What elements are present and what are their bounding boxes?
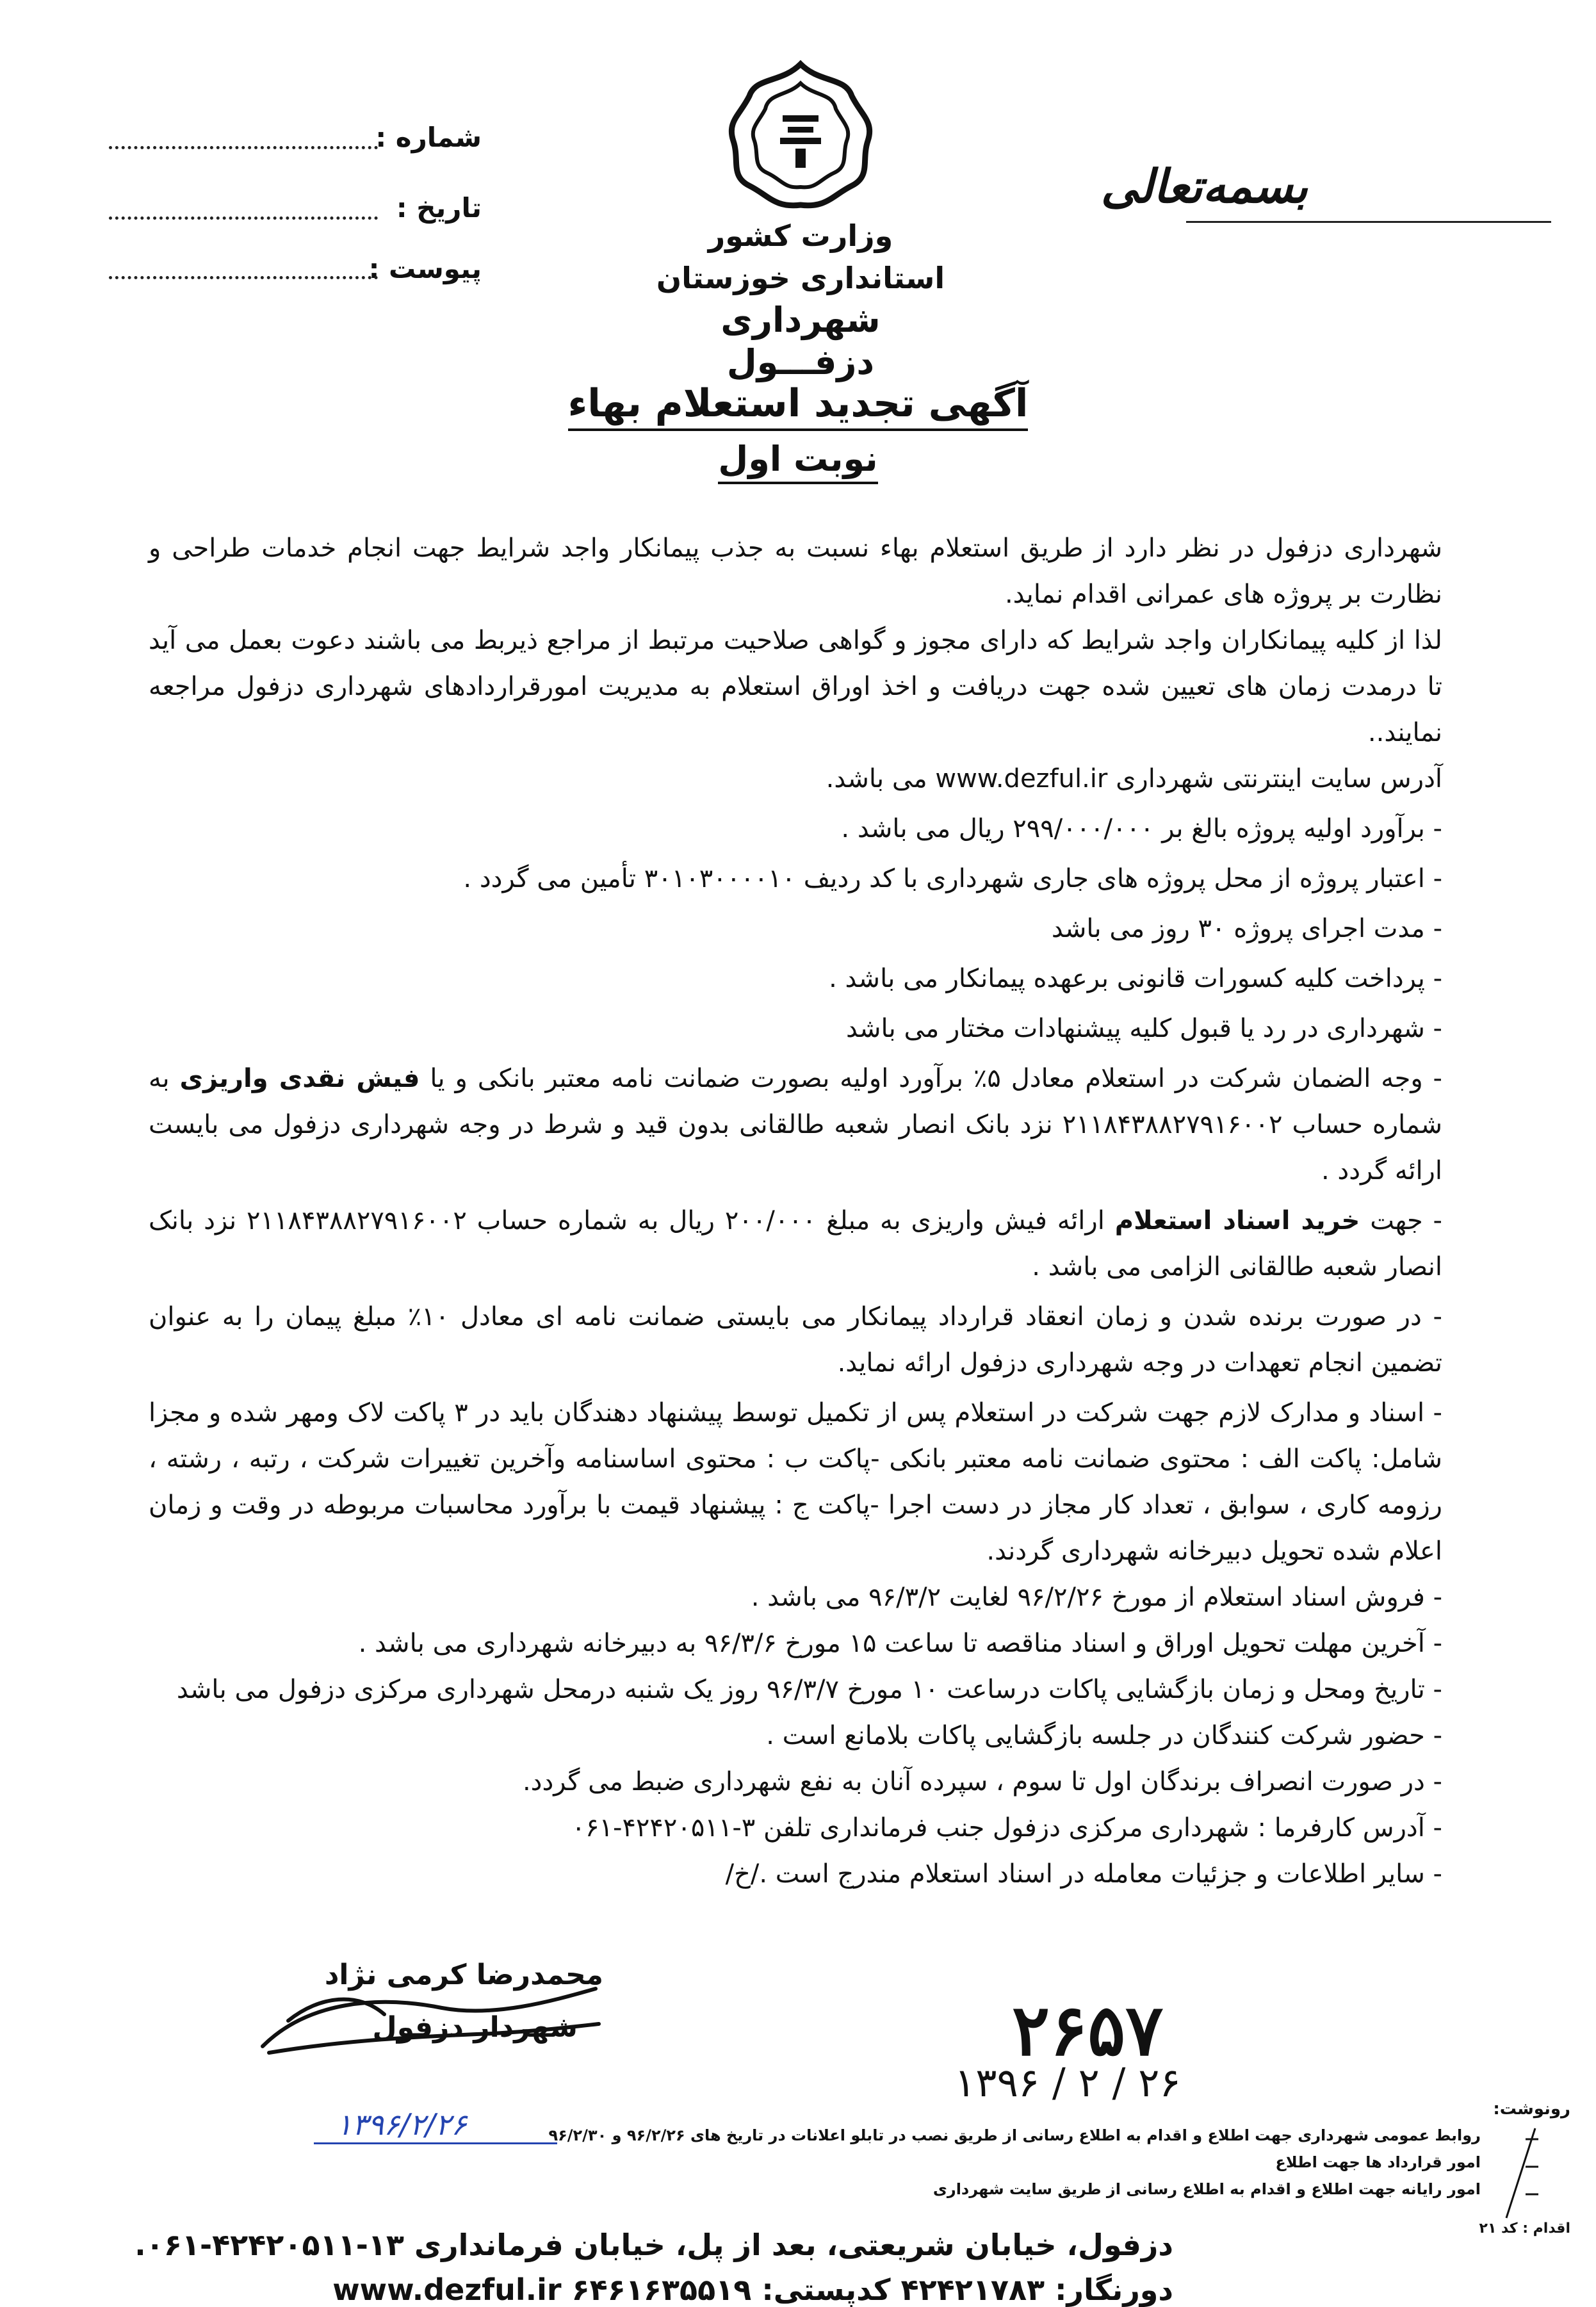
letter-number: ۲۶۵۷ (1012, 1989, 1164, 2071)
list-item: - آدرس کارفرما : شهرداری مرکزی دزفول جنب فرمانداری تلفن ۳-۴۲۴۲۰۵۱۱-۰۶۱ (571, 1813, 1442, 1843)
date-label: تاریخ : (396, 192, 482, 224)
intro-paragraph: شهرداری دزفول در نظر دارد از طریق استعلام بهاء نسبت به جذب پیمانکار واجد شرایط جهت انجام خدمات طراحی و نظارت بر پروژه های عمرانی اقدام نماید. (149, 534, 1442, 609)
handwritten-date: ۱۳۹۶ / ۲ / ۲۶ (954, 2059, 1181, 2106)
list-item: - اعتبار پروژه از محل پروژه های جاری شهرداری با کد ردیف ۳۰۱۰۳۰۰۰۰۱۰ تأمین می گردد . (463, 864, 1442, 893)
attachment-label: پیوست : (368, 253, 482, 284)
website-line: آدرس سایت اینترنتی شهرداری www.dezful.ir می باشد. (826, 764, 1442, 794)
basmala-underline (1186, 221, 1551, 223)
attachment-field-line (109, 272, 378, 279)
basmala-heading: بسمه‌تعالی (1100, 159, 1308, 213)
list-item: - پرداخت کلیه کسورات قانونی برعهده پیمانکار می باشد . (829, 964, 1442, 993)
invitation-paragraph: لذا از کلیه پیمانکاران واجد شرایط که دارای مجوز و گواهی صلاحیت مرتبط از مراجع ذیربط می باشند دعوت بعمل می آید تا درمدت زمان های تعیین شده جهت دریافت و اخذ اوراق استعلام به مدیریت امورقراردادهای شهرداری دزفول مراجعه نمایند.. (149, 626, 1442, 747)
purchase-docs-emphasis: خرید اسناد استعلام (1114, 1206, 1360, 1235)
list-item: - حضور شرکت کنندگان در جلسه بازگشایی پاکات بلامانع است . (766, 1721, 1442, 1750)
list-item: - سایر اطلاعات و جزئیات معامله در اسناد استعلام مندرج است ./خ/ (725, 1859, 1442, 1889)
list-item: - برآورد اولیه پروژه بالغ بر ۲۹۹/۰۰۰/۰۰۰ ریال می باشد . (841, 814, 1442, 844)
winner-paragraph: - در صورت برنده شدن و زمان انعقاد قرارداد پیمانکار می بایستی ضمانت نامه ای معادل ۱۰٪ مبلغ پیمان را به عنوان تضمین انجام تعهدات در وجه شهرداری دزفول ارائه نماید. (149, 1302, 1442, 1378)
province-name: استانداری خوزستان (656, 261, 945, 295)
cc-item: امور رایانه جهت اطلاع و اقدام به اطلاع رسانی از طریق سایت شهرداری (932, 2180, 1481, 2198)
organization-block (647, 215, 954, 384)
municipality-name: شهرداری دزفـــول (721, 300, 881, 382)
document-title: آگهی تجدید استعلام بهاء (0, 381, 1596, 426)
list-item: - مدت اجرای پروژه ۳۰ روز می باشد (1051, 914, 1442, 943)
municipality-logo-icon (724, 58, 877, 211)
stamp-line (314, 2142, 557, 2144)
footer-address: دزفول، خیابان شریعتی، بعد از پل، خیابان فرمانداری ۱۳-۴۲۴۲۰۵۱۱-۰۶۱. (134, 2228, 1173, 2262)
announcement-body (149, 525, 1442, 1897)
cc-title: رونوشت: (1493, 2099, 1570, 2119)
documents-paragraph: - اسناد و مدارک لازم جهت شرکت در استعلام پس از تکمیل توسط پیشنهاد دهندگان باید در ۳ پاکت لاک ومهر شده و مجزا شامل: پاکت الف : محتوی ضمانت نامه معتبر بانکی -پاکت ب : محتوی اساسنامه وآخرین تغییرات شرکت ، رتبه ، رشته ، رزومه کاری ، سوابق ، تعداد کار مجاز در دست اجرا -پاکت ج : پیشنهاد قیمت با برآورد محاسبات مربوطه در وقت و زمان اعلام شده تحویل دبیرخانه شهرداری گردند. (149, 1398, 1442, 1566)
date-field-line (109, 213, 378, 220)
footer-fax-postal: دورنگار: ۴۲۴۲۱۷۸۳ کدپستی: ۶۴۶۱۶۳۵۵۱۹ www.dezful.ir (332, 2272, 1173, 2307)
list-item: - تاریخ ومحل و زمان بازگشایی پاکات درساعت ۱۰ مورخ ۹۶/۳/۷ روز یک شنبه درمحل شهرداری مرکزی دزفول می باشد (176, 1675, 1442, 1704)
action-code: اقدام : کد ۲۱ (1479, 2221, 1570, 2237)
number-field-line (109, 142, 378, 149)
list-item: - فروش اسناد استعلام از مورخ ۹۶/۲/۲۶ لغایت ۹۶/۳/۲ می باشد . (751, 1583, 1442, 1612)
signer-name: محمدرضا کرمی نژاد (324, 1959, 603, 1991)
list-item: - در صورت انصراف برندگان اول تا سوم ، سپرده آنان به نفع شهرداری ضبط می گردد. (522, 1767, 1442, 1797)
stamp-date: ۱۳۹۶/۲/۲۶ (336, 2107, 467, 2142)
cc-item: امور قرارداد ها جهت اطلاع (1275, 2153, 1481, 2171)
list-item: - شهرداری در رد یا قبول کلیه پیشنهادات مختار می باشد (845, 1014, 1442, 1043)
guarantee-paragraph: - وجه الضمان شرکت در استعلام معادل ۵٪ برآورد اولیه بصورت ضمانت نامه معتبر بانکی و یا فیش نقدی واریزی به شماره حساب ۲۱۱۸۴۳۸۸۲۷۹۱۶۰۰۲ نزد بانک انصار شعبه طالقانی بدون قید و شرط در وجه شهرداری دزفول می بایست ارائه گردد . (149, 1064, 1442, 1186)
purchase-paragraph: - جهت خرید اسناد استعلام ارائه فیش واریزی به مبلغ ۲۰۰/۰۰۰ ریال به شماره حساب ۲۱۱۸۴۳۸۸۲۷۹۱۶۰۰۲ نزد بانک انصار شعبه طالقانی الزامی می باشد . (149, 1206, 1442, 1282)
signature-scribble-icon (250, 1976, 608, 2078)
signer-title: شهردار دزفول (372, 2011, 578, 2044)
list-item: - آخرین مهلت تحویل اوراق و اسناد مناقصه تا ساعت ۱۵ مورخ ۹۶/۳/۶ به دبیرخانه شهرداری می باشد . (358, 1629, 1442, 1658)
ministry-name: وزارت کشور (708, 218, 893, 253)
number-label: شماره : (375, 122, 482, 153)
cc-item: روابط عمومی شهرداری جهت اطلاع و اقدام به اطلاع رسانی از طریق نصب در تابلو اعلانات در تاریخ های ۹۶/۲/۲۶ و ۹۶/۲/۳۰ (548, 2126, 1481, 2144)
cc-bracket-icon (1500, 2125, 1538, 2221)
cash-receipt-emphasis: فیش نقدی واریزی (179, 1064, 420, 1093)
document-subtitle: نوبت اول (0, 439, 1596, 479)
